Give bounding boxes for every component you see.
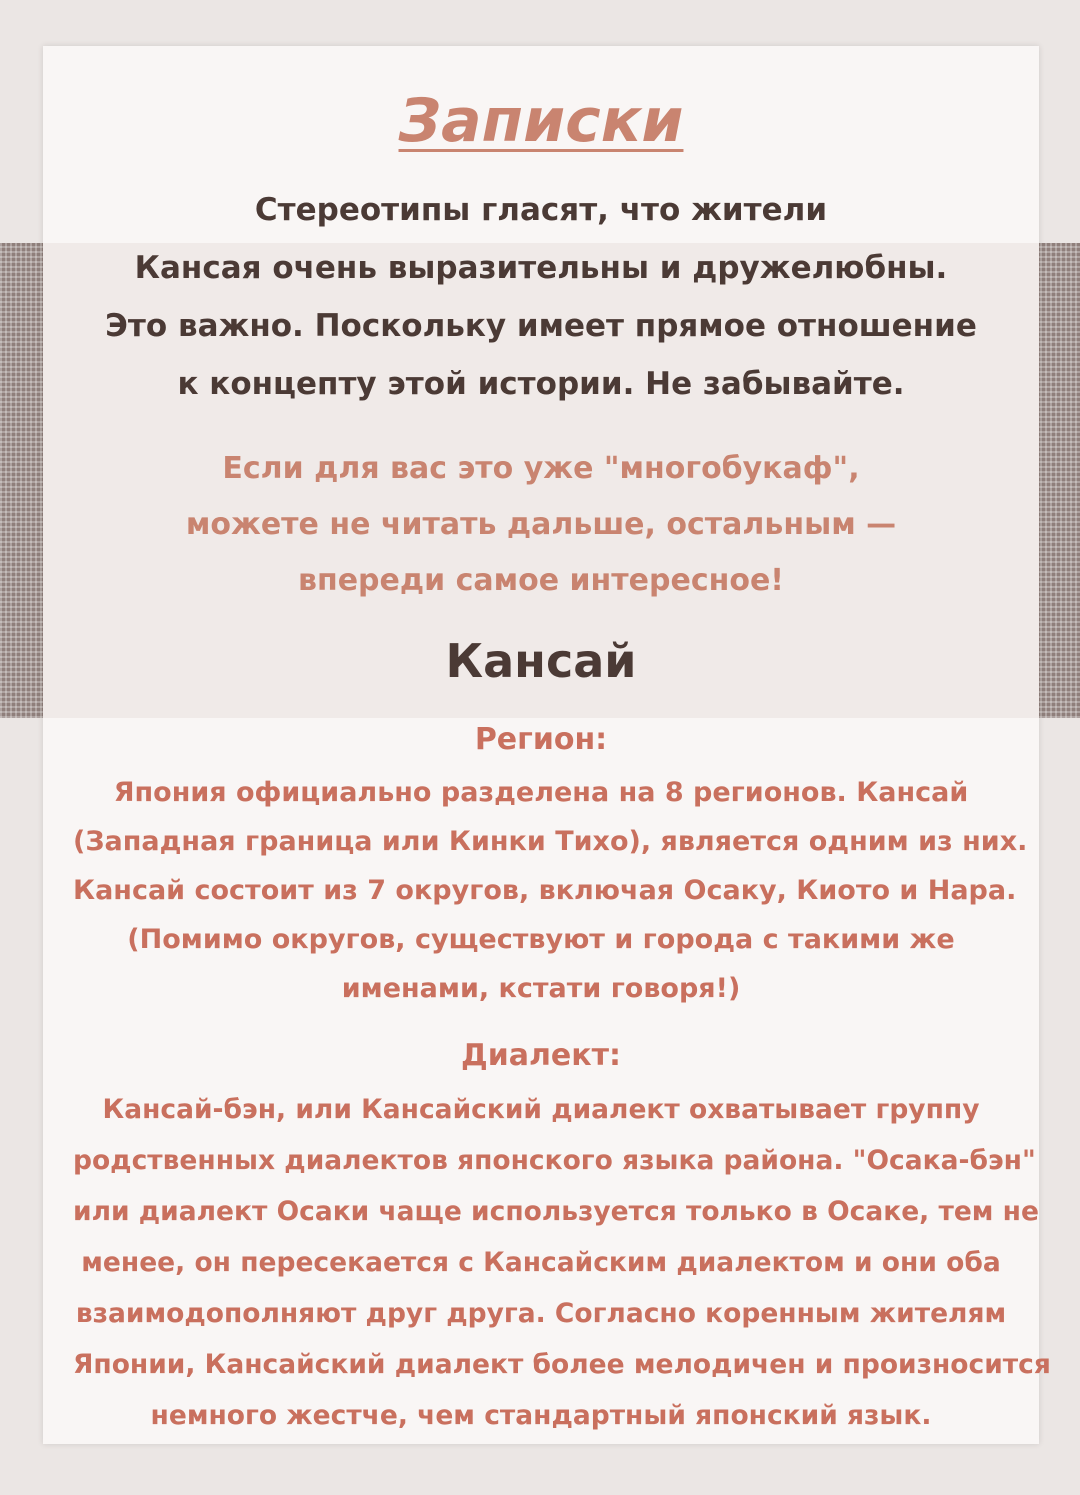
intro-line: к концепту этой истории. Не забывайте.: [177, 366, 905, 402]
dialect-line: или диалект Осаки чаще используется только в Осаке, тем не: [73, 1196, 1039, 1227]
page-title: Записки: [398, 86, 684, 156]
dialect-heading: Диалект:: [460, 1038, 622, 1073]
intro-line: Это важно. Поскольку имеет прямое отношение: [105, 308, 977, 344]
dialect-line: менее, он пересекается с Кансайским диалектом и они оба: [81, 1247, 1001, 1278]
dialect-line: немного жестче, чем стандартный японский язык.: [150, 1400, 932, 1431]
intro-line: Стереотипы гласят, что жители: [254, 192, 828, 228]
section-title-kansai: Кансай: [445, 634, 637, 688]
dialect-paragraph: [73, 1084, 1051, 1441]
region-line: Япония официально разделена на 8 регионов. Кансай: [113, 777, 969, 808]
skip-note: [83, 441, 999, 609]
region-line: (Помимо округов, существуют и города с такими же: [127, 924, 955, 955]
region-line: именами, кстати говоря!): [341, 973, 741, 1004]
note-line: Если для вас это уже "многобукаф",: [222, 451, 860, 486]
region-line: (Западная граница или Кинки Тихо), является одним из них.: [73, 826, 1028, 857]
intro-line: Кансая очень выразительны и дружелюбны.: [134, 250, 948, 286]
intro-paragraph: [83, 181, 999, 413]
region-paragraph: [73, 768, 1028, 1013]
region-line: Кансай состоит из 7 округов, включая Осаку, Киото и Нара.: [73, 875, 1017, 906]
note-line: можете не читать дальше, остальным —: [185, 507, 897, 542]
notes-card: [43, 46, 1051, 1444]
dialect-line: Японии, Кансайский диалект более мелодичен и произносится: [73, 1349, 1051, 1380]
dialect-line: родственных диалектов японского языка района. "Осака-бэн": [73, 1145, 1036, 1176]
dialect-line: Кансай-бэн, или Кансайский диалект охватывает группу: [102, 1094, 980, 1125]
note-line: впереди самое интересное!: [298, 563, 784, 598]
dialect-line: взаимодополняют друг друга. Согласно коренным жителям: [75, 1298, 1007, 1329]
region-heading: Регион:: [474, 722, 608, 757]
